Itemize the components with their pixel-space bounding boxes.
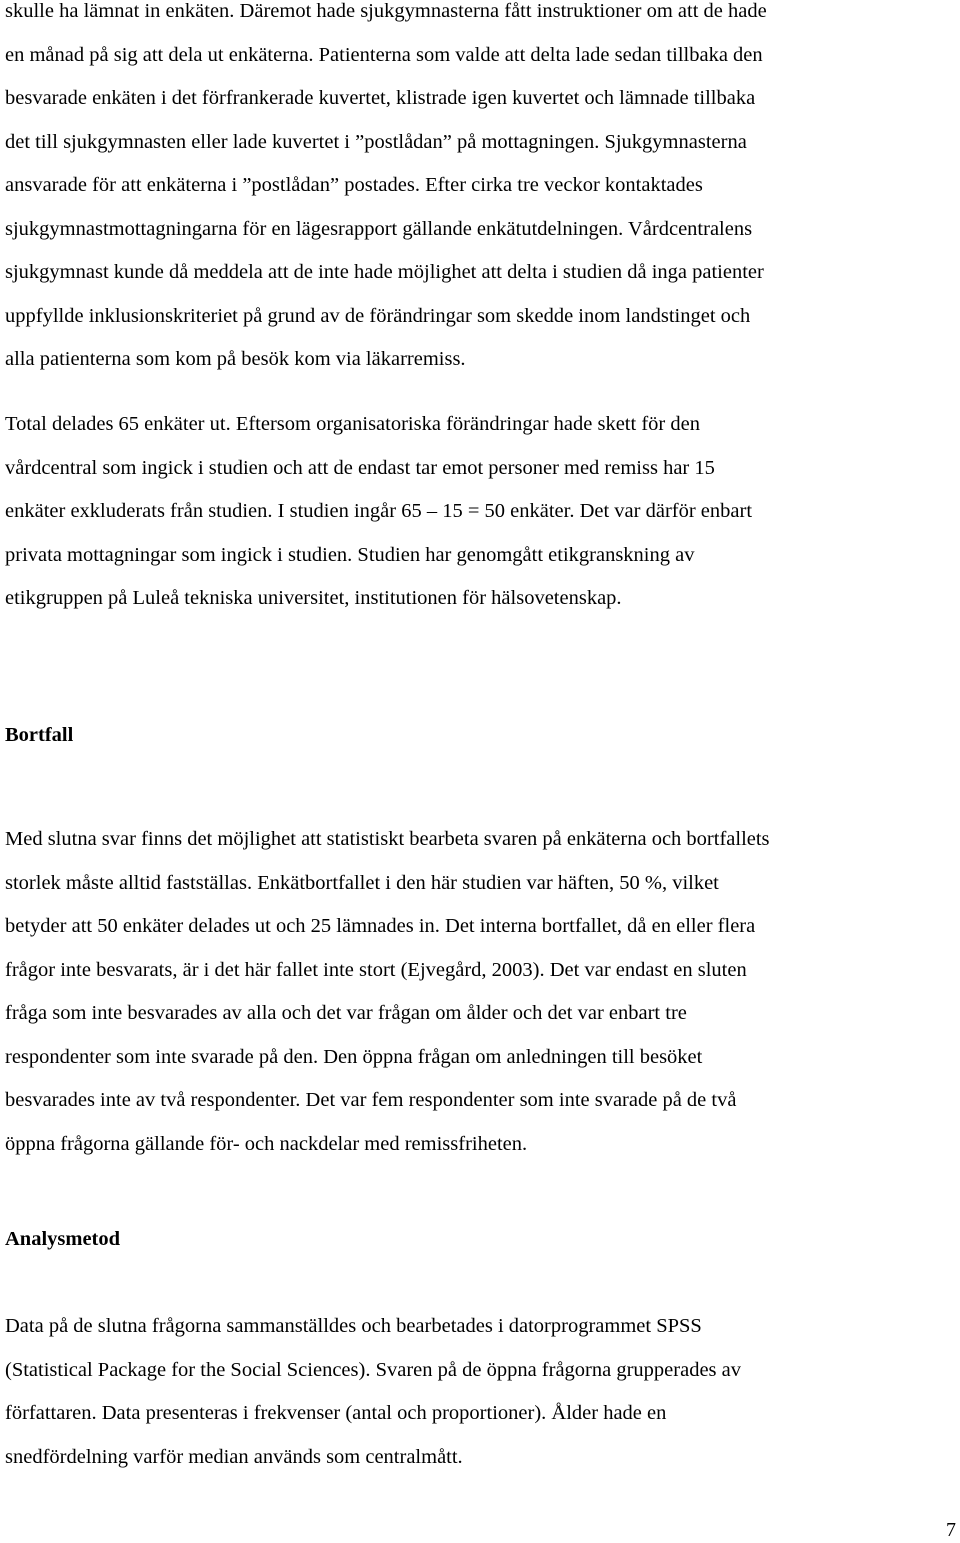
text-line: alla patienterna som kom på besök kom via läkarremiss. (5, 348, 466, 370)
paragraph-analysmetod (5, 1305, 960, 1479)
section-heading-bortfall: Bortfall (5, 724, 74, 746)
text-line: ansvarade för att enkäterna i ”postlådan” postades. Efter cirka tre veckor kontaktades (5, 174, 703, 196)
text-line: författaren. Data presenteras i frekvenser (antal och proportioner). Ålder hade en (5, 1402, 667, 1424)
text-line: Data på de slutna frågorna sammanställdes och bearbetades i datorprogrammet SPSS (5, 1315, 702, 1337)
text-line: sjukgymnast kunde då meddela att de inte hade möjlighet att delta i studien då inga patienter (5, 261, 764, 283)
page-number: 7 (946, 1519, 956, 1541)
text-line: uppfyllde inklusionskriteriet på grund av de förändringar som skedde inom landstinget och (5, 304, 751, 327)
text-line: privata mottagningar som ingick i studien. Studien har genomgått etikgranskning av (5, 543, 695, 566)
text-line: en månad på sig att dela ut enkäterna. Patienterna som valde att delta lade sedan tillbaka den (5, 43, 763, 66)
text-line: öppna frågorna gällande för- och nackdelar med remissfriheten. (5, 1132, 528, 1155)
text-line: det till sjukgymnasten eller lade kuvertet i ”postlådan” på mottagningen. Sjukgymnasterna (5, 130, 747, 153)
section-heading-analysmetod: Analysmetod (5, 1228, 121, 1250)
text-line: besvarades inte av två respondenter. Det var fem respondenter som inte svarade på de två (5, 1089, 737, 1111)
text-line: fråga som inte besvarades av alla och det var frågan om ålder och det var enbart tre (5, 1002, 687, 1024)
text-line: Med slutna svar finns det möjlighet att statistiskt bearbeta svaren på enkäterna och bortfallets (5, 828, 770, 850)
text-line: storlek måste alltid fastställas. Enkätbortfallet i den här studien var häften, 50 %, vilket (5, 871, 719, 894)
text-line: (Statistical Package for the Social Sciences). Svaren på de öppna frågorna grupperades av (5, 1358, 742, 1381)
text-line: enkäter exkluderats från studien. I studien ingår 65 – 15 = 50 enkäter. Det var därför enbart (5, 500, 753, 522)
text-line: etikgruppen på Luleå tekniska universitet, institutionen för hälsovetenskap. (5, 587, 622, 609)
text-line: skulle ha lämnat in enkäten. Däremot hade sjukgymnasterna fått instruktioner om att de hade (5, 0, 767, 22)
text-line: betyder att 50 enkäter delades ut och 25 lämnades in. Det interna bortfallet, då en eller flera (5, 915, 756, 937)
text-line: frågor inte besvarats, är i det här fallet inte stort (Ejvegård, 2003). Det var endast en sluten (5, 958, 747, 981)
paragraph-sample (5, 403, 960, 621)
paragraph-bortfall (5, 818, 960, 1166)
text-line: besvarade enkäten i det förfrankerade kuvertet, klistrade igen kuvertet och lämnade tillbaka (5, 87, 756, 109)
text-line: respondenter som inte svarade på den. Den öppna frågan om anledningen till besöket (5, 1045, 703, 1068)
text-line: Total delades 65 enkäter ut. Eftersom organisatoriska förändringar hade skett för den (5, 413, 700, 435)
paragraph-procedure (5, 0, 960, 382)
text-line: sjukgymnastmottagningarna för en lägesrapport gällande enkätutdelningen. Vårdcentralens (5, 217, 753, 240)
text-line: snedfördelning varför median används som centralmått. (5, 1445, 463, 1468)
text-line: vårdcentral som ingick i studien och att de endast tar emot personer med remiss har 15 (5, 456, 715, 479)
